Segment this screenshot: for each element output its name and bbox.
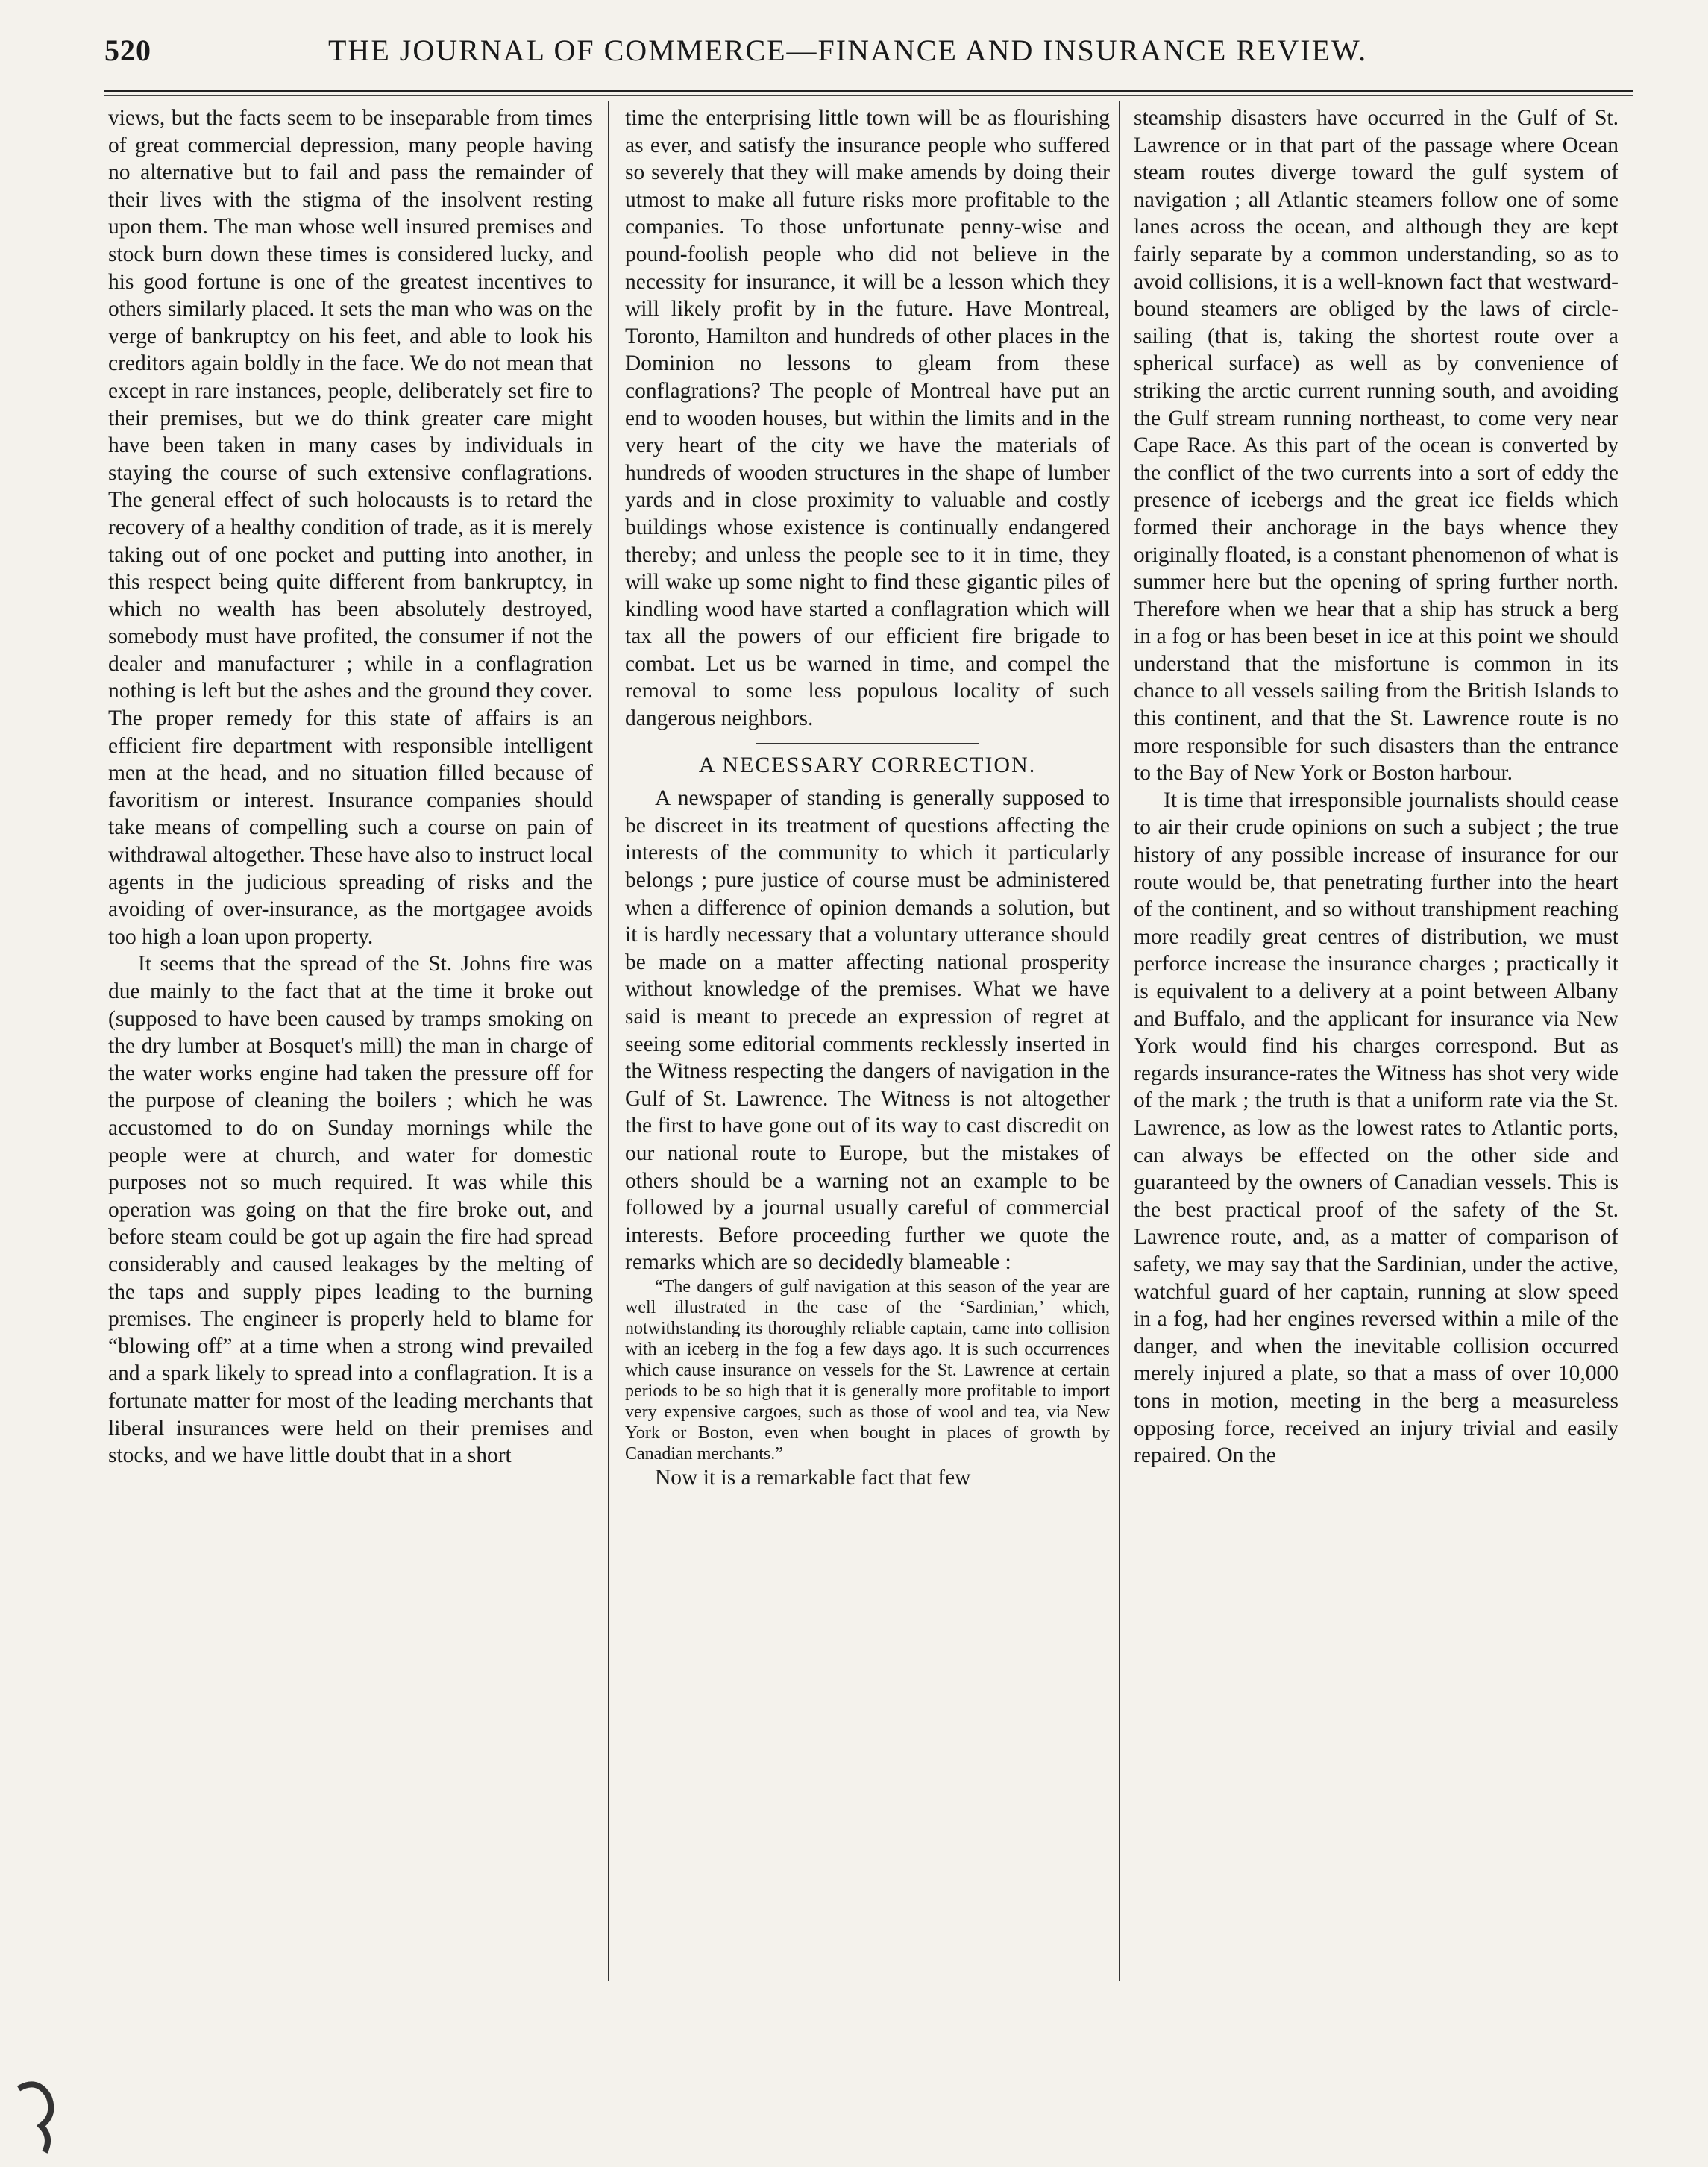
section-heading: A NECESSARY CORRECTION. (698, 752, 1037, 777)
journal-title: THE JOURNAL OF COMMERCE—FINANCE AND INSURANCE REVIEW. (328, 34, 1368, 67)
paragraph: views, but the facts seem to be inseparable from times of great commercial depression, many people having no alternative but to fail and pass the remainder of their lives with the stigma of the insolvent resting upon them. The man whose well insured premises and stock burn down these times is considered lucky, and his good fortune is one of the greatest incentives to others similarly placed. It sets the man who was on the verge of bankruptcy on his feet, and able to look his creditors again boldly in the face. We do not mean that except in rare instances, people, deliberately set fire to their premises, but we do think greater care might have been taken in many cases by individuals in staying the course of such extensive conflagrations. The general effect of such holocausts is to retard the recovery of a healthy condition of trade, as it is merely taking out of one pocket and putting into another, in this respect being quite different from bankruptcy, in which no wealth has been absolutely destroyed, somebody must have profited, the consumer if not the dealer and manufacturer ; while in a conflagration nothing is left but the ashes and the ground they cover. The proper remedy for this state of affairs is an efficient fire department with responsible intelligent men at the head, and no situation filled because of favoritism or interest. Insurance companies should take means of compelling such a course on pain of withdrawal altogether. These have also to instruct local agents in the judicious spreading of risks and the avoiding of over-insurance, as the mortgagee avoids too high a loan upon property. (108, 106, 593, 949)
paragraph: It is time that irresponsible journalists should cease to air their crude opinions on such a subject ; the true history of any possible increase of insurance for our route would be, that penetrating further into the heart of the continent, and so without transhipment reaching more readily great centres of distribution, we must perforce increase the insurance charges ; practically it is equivalent to a delivery at a point between Albany and Buffalo, and the applicant for insurance via New York would find his charges correspond. But as regards insurance-rates the Witness has shot very wide of the mark ; the truth is that a uniform rate via the St. Lawrence, as low as the lowest rates to Atlantic ports, can always be effected on the other side and guaranteed by the owners of Canadian vessels. This is the best practical proof of the safety of the St. Lawrence route, and, as a matter of comparison of safety, we may say that the Sardinian, under the active, watchful guard of her captain, running at slow speed in a fog, had her engines reversed within a mile of the danger, and when the inevitable collision occurred merely injured a plate, so that a mass of over 10,000 tons in motion, meeting in the berg a measureless opposing force, received an injury trivial and easily repaired. On the (1134, 788, 1618, 1468)
header-rule-thin (104, 95, 1633, 96)
column-1 (108, 104, 593, 1984)
section-rule (756, 743, 979, 744)
paragraph: A newspaper of standing is generally supposed to be discreet in its treatment of questions affecting the interests of the community to which it particularly belongs ; pure justice of course must be administered when a difference of opinion demands a solution, but it is hardly necessary that a voluntary utterance should be made on a matter affecting national prosperity without knowledge of the premises. What we have said is meant to precede an expression of regret at seeing some editorial comments recklessly inserted in the Witness respecting the dangers of navigation in the Gulf of St. Lawrence. The Witness is not altogether the first to have gone out of its way to cast discredit on our national route to Europe, but the mistakes of others should be a warning not an example to be followed by a journal usually careful of commercial interests. Before proceeding further we quote the remarks which are so decidedly blameable : (625, 786, 1110, 1275)
paragraph: steamship disasters have occurred in the Gulf of St. Lawrence or in that part of the passage where Ocean steam routes diverge toward the gulf system of navigation ; all Atlantic steamers follow one of some lanes across the ocean, and although they are kept fairly separate by a common understanding, so as to avoid collisions, it is a well-known fact that westward-bound steamers are obliged by the laws of circle-sailing (that is, taking the shortest route over a spherical surface) as well as by convenience of striking the arctic current running south, and avoiding the Gulf stream running northeast, to come very near Cape Race. As this part of the ocean is converted by the conflict of the two currents into a sort of eddy the presence of icebergs and the great ice fields which formed their anchorage in the bays whence they originally floated, is a constant phenomenon of what is summer here but the opening of spring further north. Therefore when we hear that a ship has struck a berg in a fog or has been beset in ice at this point we should understand that the misfortune is common in its chance to all vessels sailing from the British Islands to this continent, and that the St. Lawrence route is no more responsible for such disasters than the entrance to the Bay of New York or Boston harbour. (1134, 106, 1618, 785)
block-quote: “The dangers of gulf navigation at this season of the year are well illustrated in the case of the ‘Sardinian,’ which, notwithstanding its thoroughly reliable captain, came into collision with an iceberg in the fog a few days ago. It is such occurrences which cause insurance on vessels for the St. Lawrence at certain periods to be so high that it is generally more profitable to import very expensive cargoes, such as those of wool and tea, via New York or Boston, even when bought in places of growth by Canadian merchants.” (625, 1276, 1110, 1464)
column-3 (1134, 104, 1618, 1984)
header-rule (104, 90, 1633, 92)
page-header (104, 30, 1633, 75)
column-2 (625, 104, 1110, 1984)
column-divider (608, 101, 609, 1981)
paragraph: time the enterprising little town will be as flourishing as ever, and satisfy the insurance people who suffered so severely that they will make amends by doing their utmost to make all future risks more profitable to the companies. To those unfortunate penny-wise and pound-foolish people who did not believe in the necessity for insurance, it will be a lesson which they will likely profit by in the future. Have Montreal, Toronto, Hamilton and hundreds of other places in the Dominion no lessons to gleam from these conflagrations? The people of Montreal have put an end to wooden houses, but within the limits and in the very heart of the city we have the materials of hundreds of wooden structures in the shape of lumber yards and in close proximity to valuable and costly buildings whose existence is continually endangered thereby; and unless the people see to it in time, they will wake up some night to find these gigantic piles of kindling wood have started a conflagration which will tax all the powers of our efficient fire brigade to combat. Let us be warned in time, and compel the removal to some less populous locality of such dangerous neighbors. (625, 106, 1110, 731)
page-number: 520 (104, 34, 151, 67)
paragraph: Now it is a remarkable fact that few (655, 1465, 971, 1490)
paragraph: It seems that the spread of the St. Johns fire was due mainly to the fact that at the time it broke out (supposed to have been caused by tramps smoking on the dry lumber at Bosquet's mill) the man in charge of the water works engine had taken the pressure off for the purpose of cleaning the boilers ; which he was accustomed to do on Sunday mornings while the people were at church, and water for domestic purposes not so much required. It was while this operation was going on that the fire broke out, and before steam could be got up again the fire had spread considerably and caused leakages by the melting of the taps and supply pipes leading to the burning premises. The engineer is properly held to blame for “blowing off” at a time when a strong wind prevailed and a spark likely to spread into a conflagration. It is a fortunate matter for most of the leading merchants that liberal insurances were held on their premises and stocks, and we have little doubt that in a short (108, 952, 593, 1468)
scan-artifact-icon (15, 2074, 67, 2156)
column-divider (1119, 101, 1120, 1981)
